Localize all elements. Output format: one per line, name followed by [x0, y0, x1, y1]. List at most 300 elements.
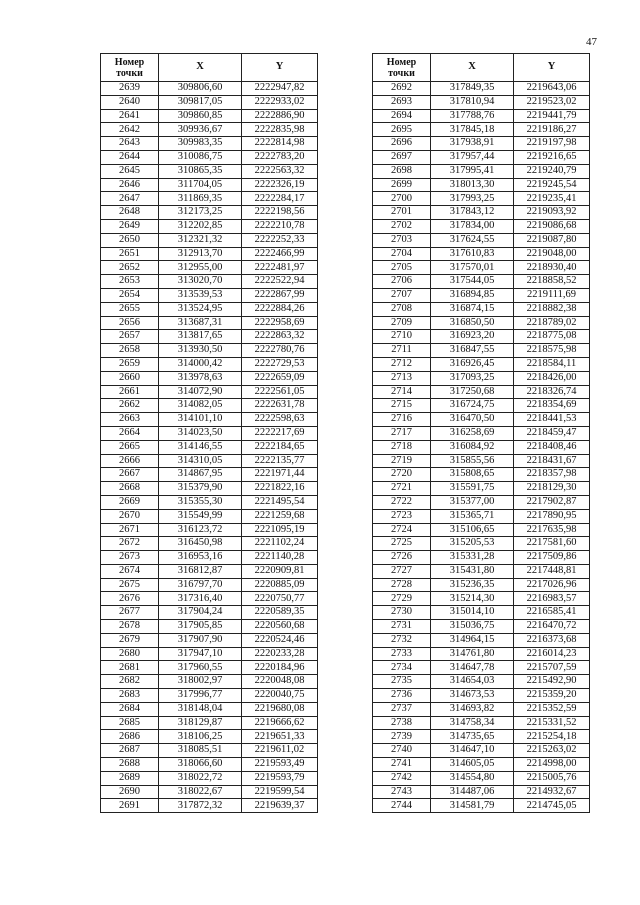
cell-x: 316923,20	[431, 330, 514, 344]
table-row	[373, 633, 590, 647]
cell-x: 313817,65	[159, 330, 242, 344]
cell-x: 317995,41	[431, 164, 514, 178]
cell-x: 317957,44	[431, 150, 514, 164]
table-row	[373, 537, 590, 551]
table-header-row	[101, 54, 318, 82]
cell-y: 2218431,67	[514, 454, 590, 468]
table-row	[101, 785, 318, 799]
table-row	[373, 330, 590, 344]
cell-y: 2215359,20	[514, 689, 590, 703]
cell-y: 2218354,69	[514, 399, 590, 413]
table-row	[101, 578, 318, 592]
cell-y: 2216585,41	[514, 606, 590, 620]
cell-x: 318085,51	[159, 744, 242, 758]
cell-point-number: 2676	[101, 592, 159, 606]
cell-point-number: 2698	[373, 164, 431, 178]
cell-y: 2222631,78	[242, 399, 318, 413]
table-row	[101, 523, 318, 537]
cell-y: 2219593,79	[242, 771, 318, 785]
cell-y: 2219186,27	[514, 123, 590, 137]
table-row	[373, 316, 590, 330]
cell-x: 312955,00	[159, 261, 242, 275]
cell-y: 2215005,76	[514, 771, 590, 785]
cell-y: 2216983,57	[514, 592, 590, 606]
cell-y: 2219093,92	[514, 206, 590, 220]
cell-y: 2215254,18	[514, 730, 590, 744]
cell-x: 317570,01	[431, 261, 514, 275]
cell-point-number: 2654	[101, 288, 159, 302]
cell-point-number: 2693	[373, 95, 431, 109]
cell-point-number: 2742	[373, 771, 431, 785]
cell-x: 312173,25	[159, 206, 242, 220]
table-row	[373, 426, 590, 440]
table-row	[101, 316, 318, 330]
header-num-line1: Номер	[386, 56, 417, 68]
cell-y: 2222729,53	[242, 357, 318, 371]
cell-point-number: 2658	[101, 344, 159, 358]
cell-y: 2220524,46	[242, 633, 318, 647]
table-row	[373, 261, 590, 275]
cell-x: 317960,55	[159, 661, 242, 675]
cell-point-number: 2719	[373, 454, 431, 468]
cell-x: 315855,56	[431, 454, 514, 468]
cell-point-number: 2645	[101, 164, 159, 178]
cell-point-number: 2660	[101, 371, 159, 385]
cell-point-number: 2659	[101, 357, 159, 371]
cell-y: 2222522,94	[242, 275, 318, 289]
cell-point-number: 2727	[373, 564, 431, 578]
table-row	[373, 468, 590, 482]
cell-x: 316084,92	[431, 440, 514, 454]
cell-x: 313524,95	[159, 302, 242, 316]
header-point-number	[101, 54, 159, 82]
cell-point-number: 2707	[373, 288, 431, 302]
table-row	[373, 192, 590, 206]
cell-x: 315236,35	[431, 578, 514, 592]
table-row	[101, 192, 318, 206]
cell-y: 2216373,68	[514, 633, 590, 647]
table-row	[101, 95, 318, 109]
cell-x: 313930,50	[159, 344, 242, 358]
cell-y: 2218129,30	[514, 482, 590, 496]
cell-point-number: 2685	[101, 716, 159, 730]
cell-y: 2220750,77	[242, 592, 318, 606]
table-row	[373, 399, 590, 413]
cell-x: 317834,00	[431, 219, 514, 233]
cell-x: 313020,70	[159, 275, 242, 289]
cell-point-number: 2648	[101, 206, 159, 220]
cell-y: 2214932,67	[514, 785, 590, 799]
cell-x: 317993,25	[431, 192, 514, 206]
table-row	[101, 302, 318, 316]
table-row	[101, 164, 318, 178]
cell-point-number: 2736	[373, 689, 431, 703]
cell-y: 2222184,65	[242, 440, 318, 454]
table-row	[373, 495, 590, 509]
cell-x: 315808,65	[431, 468, 514, 482]
cell-x: 318022,72	[159, 771, 242, 785]
table-row	[373, 385, 590, 399]
cell-y: 2218326,74	[514, 385, 590, 399]
cell-y: 2219599,54	[242, 785, 318, 799]
cell-point-number: 2710	[373, 330, 431, 344]
cell-y: 2217890,95	[514, 509, 590, 523]
table-row	[373, 371, 590, 385]
cell-x: 314647,78	[431, 661, 514, 675]
cell-point-number: 2686	[101, 730, 159, 744]
cell-y: 2219086,68	[514, 219, 590, 233]
cell-point-number: 2661	[101, 385, 159, 399]
cell-y: 2219240,79	[514, 164, 590, 178]
cell-x: 311704,05	[159, 178, 242, 192]
cell-y: 2221095,19	[242, 523, 318, 537]
cell-point-number: 2675	[101, 578, 159, 592]
cell-y: 2221102,24	[242, 537, 318, 551]
cell-y: 2216470,72	[514, 620, 590, 634]
table-row	[373, 564, 590, 578]
cell-y: 2219235,41	[514, 192, 590, 206]
cell-x: 310865,35	[159, 164, 242, 178]
cell-point-number: 2705	[373, 261, 431, 275]
cell-x: 316450,98	[159, 537, 242, 551]
table-row	[101, 468, 318, 482]
cell-x: 315431,80	[431, 564, 514, 578]
cell-y: 2218408,46	[514, 440, 590, 454]
cell-x: 314964,15	[431, 633, 514, 647]
cell-y: 2217026,96	[514, 578, 590, 592]
cell-y: 2220048,08	[242, 675, 318, 689]
cell-y: 2215331,52	[514, 716, 590, 730]
cell-point-number: 2729	[373, 592, 431, 606]
cell-x: 315549,99	[159, 509, 242, 523]
cell-x: 314867,95	[159, 468, 242, 482]
cell-y: 2219048,00	[514, 247, 590, 261]
cell-x: 315377,00	[431, 495, 514, 509]
table-row	[101, 509, 318, 523]
cell-y: 2219593,49	[242, 758, 318, 772]
cell-y: 2219245,54	[514, 178, 590, 192]
header-num-line2: точки	[388, 67, 415, 79]
table-row	[101, 661, 318, 675]
cell-y: 2222884,26	[242, 302, 318, 316]
cell-point-number: 2716	[373, 413, 431, 427]
table-row	[101, 261, 318, 275]
cell-x: 311869,35	[159, 192, 242, 206]
cell-point-number: 2744	[373, 799, 431, 813]
table-row	[101, 344, 318, 358]
cell-x: 312321,32	[159, 233, 242, 247]
cell-y: 2222563,32	[242, 164, 318, 178]
table-row	[373, 109, 590, 123]
table-row	[101, 219, 318, 233]
cell-y: 2222561,05	[242, 385, 318, 399]
header-y: Y	[242, 54, 318, 82]
cell-point-number: 2666	[101, 454, 159, 468]
cell-point-number: 2681	[101, 661, 159, 675]
table-row	[101, 675, 318, 689]
cell-point-number: 2652	[101, 261, 159, 275]
table-row	[101, 440, 318, 454]
cell-x: 315379,90	[159, 482, 242, 496]
cell-point-number: 2703	[373, 233, 431, 247]
cell-point-number: 2655	[101, 302, 159, 316]
cell-x: 317907,90	[159, 633, 242, 647]
table-row	[373, 123, 590, 137]
table-row	[373, 758, 590, 772]
cell-y: 2220909,81	[242, 564, 318, 578]
table-row	[101, 123, 318, 137]
table-row	[373, 578, 590, 592]
table-row	[101, 288, 318, 302]
cell-x: 316123,72	[159, 523, 242, 537]
table-row	[373, 592, 590, 606]
cell-x: 318002,97	[159, 675, 242, 689]
cell-x: 314647,10	[431, 744, 514, 758]
cell-y: 2219087,80	[514, 233, 590, 247]
cell-point-number: 2687	[101, 744, 159, 758]
cell-x: 315355,30	[159, 495, 242, 509]
cell-x: 317544,05	[431, 275, 514, 289]
cell-y: 2221822,16	[242, 482, 318, 496]
cell-y: 2222814,98	[242, 137, 318, 151]
cell-point-number: 2650	[101, 233, 159, 247]
cell-x: 315014,10	[431, 606, 514, 620]
cell-y: 2218789,02	[514, 316, 590, 330]
cell-x: 317845,18	[431, 123, 514, 137]
table-row	[101, 716, 318, 730]
coordinates-table-left	[100, 53, 318, 813]
cell-x: 314654,03	[431, 675, 514, 689]
cell-point-number: 2717	[373, 426, 431, 440]
cell-x: 318106,25	[159, 730, 242, 744]
cell-point-number: 2738	[373, 716, 431, 730]
cell-x: 317093,25	[431, 371, 514, 385]
header-num-line1: Номер	[114, 56, 145, 68]
cell-point-number: 2649	[101, 219, 159, 233]
table-row	[101, 495, 318, 509]
table-row	[101, 606, 318, 620]
cell-y: 2215707,59	[514, 661, 590, 675]
cell-point-number: 2674	[101, 564, 159, 578]
cell-y: 2222780,76	[242, 344, 318, 358]
cell-point-number: 2691	[101, 799, 159, 813]
cell-point-number: 2714	[373, 385, 431, 399]
table-row	[373, 606, 590, 620]
cell-y: 2218858,52	[514, 275, 590, 289]
cell-point-number: 2721	[373, 482, 431, 496]
cell-point-number: 2673	[101, 551, 159, 565]
cell-y: 2219523,02	[514, 95, 590, 109]
cell-point-number: 2662	[101, 399, 159, 413]
table-row	[373, 413, 590, 427]
cell-x: 314581,79	[431, 799, 514, 813]
cell-x: 313978,63	[159, 371, 242, 385]
cell-y: 2222210,78	[242, 219, 318, 233]
cell-x: 316724,75	[431, 399, 514, 413]
cell-x: 310086,75	[159, 150, 242, 164]
cell-y: 2217509,86	[514, 551, 590, 565]
cell-point-number: 2683	[101, 689, 159, 703]
cell-point-number: 2726	[373, 551, 431, 565]
table-row	[373, 178, 590, 192]
cell-y: 2222933,02	[242, 95, 318, 109]
cell-point-number: 2684	[101, 702, 159, 716]
table-row	[373, 620, 590, 634]
cell-point-number: 2699	[373, 178, 431, 192]
cell-point-number: 2731	[373, 620, 431, 634]
table-row	[373, 523, 590, 537]
cell-y: 2217581,60	[514, 537, 590, 551]
table-row	[101, 551, 318, 565]
cell-y: 2215352,59	[514, 702, 590, 716]
cell-x: 314072,90	[159, 385, 242, 399]
cell-point-number: 2702	[373, 219, 431, 233]
table-row	[101, 689, 318, 703]
cell-point-number: 2663	[101, 413, 159, 427]
cell-point-number: 2701	[373, 206, 431, 220]
cell-y: 2222466,99	[242, 247, 318, 261]
cell-point-number: 2696	[373, 137, 431, 151]
cell-y: 2222947,82	[242, 82, 318, 96]
table-row	[373, 799, 590, 813]
cell-y: 2219216,65	[514, 150, 590, 164]
cell-y: 2219111,69	[514, 288, 590, 302]
cell-y: 2217902,87	[514, 495, 590, 509]
cell-y: 2220040,75	[242, 689, 318, 703]
cell-x: 309936,67	[159, 123, 242, 137]
cell-point-number: 2737	[373, 702, 431, 716]
cell-x: 317316,40	[159, 592, 242, 606]
table-row	[373, 164, 590, 178]
table-row	[373, 785, 590, 799]
cell-point-number: 2688	[101, 758, 159, 772]
cell-y: 2221259,68	[242, 509, 318, 523]
cell-x: 318129,87	[159, 716, 242, 730]
table-row	[101, 413, 318, 427]
cell-x: 314735,65	[431, 730, 514, 744]
cell-y: 2218775,08	[514, 330, 590, 344]
table-row	[373, 302, 590, 316]
table-row	[373, 509, 590, 523]
table-row	[373, 716, 590, 730]
cell-x: 317947,10	[159, 647, 242, 661]
cell-x: 317938,91	[431, 137, 514, 151]
cell-x: 315591,75	[431, 482, 514, 496]
cell-y: 2222252,33	[242, 233, 318, 247]
cell-point-number: 2720	[373, 468, 431, 482]
cell-point-number: 2728	[373, 578, 431, 592]
cell-point-number: 2641	[101, 109, 159, 123]
cell-x: 316874,15	[431, 302, 514, 316]
cell-y: 2222835,98	[242, 123, 318, 137]
table-row	[373, 744, 590, 758]
cell-y: 2220589,35	[242, 606, 318, 620]
cell-point-number: 2653	[101, 275, 159, 289]
cell-y: 2222958,69	[242, 316, 318, 330]
cell-y: 2219639,37	[242, 799, 318, 813]
cell-y: 2218459,47	[514, 426, 590, 440]
cell-y: 2222217,69	[242, 426, 318, 440]
cell-y: 2219643,06	[514, 82, 590, 96]
cell-x: 317250,68	[431, 385, 514, 399]
table-row	[101, 330, 318, 344]
cell-point-number: 2682	[101, 675, 159, 689]
cell-x: 316797,70	[159, 578, 242, 592]
cell-y: 2214745,05	[514, 799, 590, 813]
table-row	[373, 440, 590, 454]
table-row	[373, 771, 590, 785]
cell-y: 2222783,20	[242, 150, 318, 164]
cell-y: 2216014,23	[514, 647, 590, 661]
cell-point-number: 2718	[373, 440, 431, 454]
cell-point-number: 2644	[101, 150, 159, 164]
cell-x: 317872,32	[159, 799, 242, 813]
cell-point-number: 2670	[101, 509, 159, 523]
cell-x: 314082,05	[159, 399, 242, 413]
cell-point-number: 2651	[101, 247, 159, 261]
cell-y: 2217448,81	[514, 564, 590, 578]
cell-point-number: 2669	[101, 495, 159, 509]
cell-y: 2222284,17	[242, 192, 318, 206]
cell-point-number: 2723	[373, 509, 431, 523]
cell-point-number: 2639	[101, 82, 159, 96]
cell-x: 317904,24	[159, 606, 242, 620]
cell-x: 316850,50	[431, 316, 514, 330]
cell-x: 315331,28	[431, 551, 514, 565]
cell-y: 2222135,77	[242, 454, 318, 468]
table-row	[373, 219, 590, 233]
cell-point-number: 2722	[373, 495, 431, 509]
table-row	[101, 399, 318, 413]
cell-y: 2222481,97	[242, 261, 318, 275]
cell-point-number: 2725	[373, 537, 431, 551]
cell-point-number: 2664	[101, 426, 159, 440]
table-row	[101, 82, 318, 96]
cell-y: 2222886,90	[242, 109, 318, 123]
cell-y: 2217635,98	[514, 523, 590, 537]
cell-point-number: 2656	[101, 316, 159, 330]
cell-x: 314487,06	[431, 785, 514, 799]
table-row	[373, 661, 590, 675]
cell-y: 2218882,38	[514, 302, 590, 316]
table-row	[101, 385, 318, 399]
table-row	[373, 551, 590, 565]
table-row	[373, 275, 590, 289]
table-row	[373, 357, 590, 371]
cell-point-number: 2647	[101, 192, 159, 206]
cell-x: 317849,35	[431, 82, 514, 96]
cell-y: 2218426,00	[514, 371, 590, 385]
cell-point-number: 2734	[373, 661, 431, 675]
table-row	[101, 758, 318, 772]
cell-x: 317810,94	[431, 95, 514, 109]
cell-y: 2222598,63	[242, 413, 318, 427]
cell-y: 2220233,28	[242, 647, 318, 661]
cell-y: 2215263,02	[514, 744, 590, 758]
cell-x: 317624,55	[431, 233, 514, 247]
table-row	[101, 178, 318, 192]
table-row	[101, 357, 318, 371]
table-row	[101, 482, 318, 496]
table-row	[101, 206, 318, 220]
cell-y: 2218930,40	[514, 261, 590, 275]
table-row	[373, 82, 590, 96]
cell-x: 313687,31	[159, 316, 242, 330]
cell-x: 314693,82	[431, 702, 514, 716]
cell-y: 2221495,54	[242, 495, 318, 509]
cell-point-number: 2743	[373, 785, 431, 799]
cell-point-number: 2689	[101, 771, 159, 785]
